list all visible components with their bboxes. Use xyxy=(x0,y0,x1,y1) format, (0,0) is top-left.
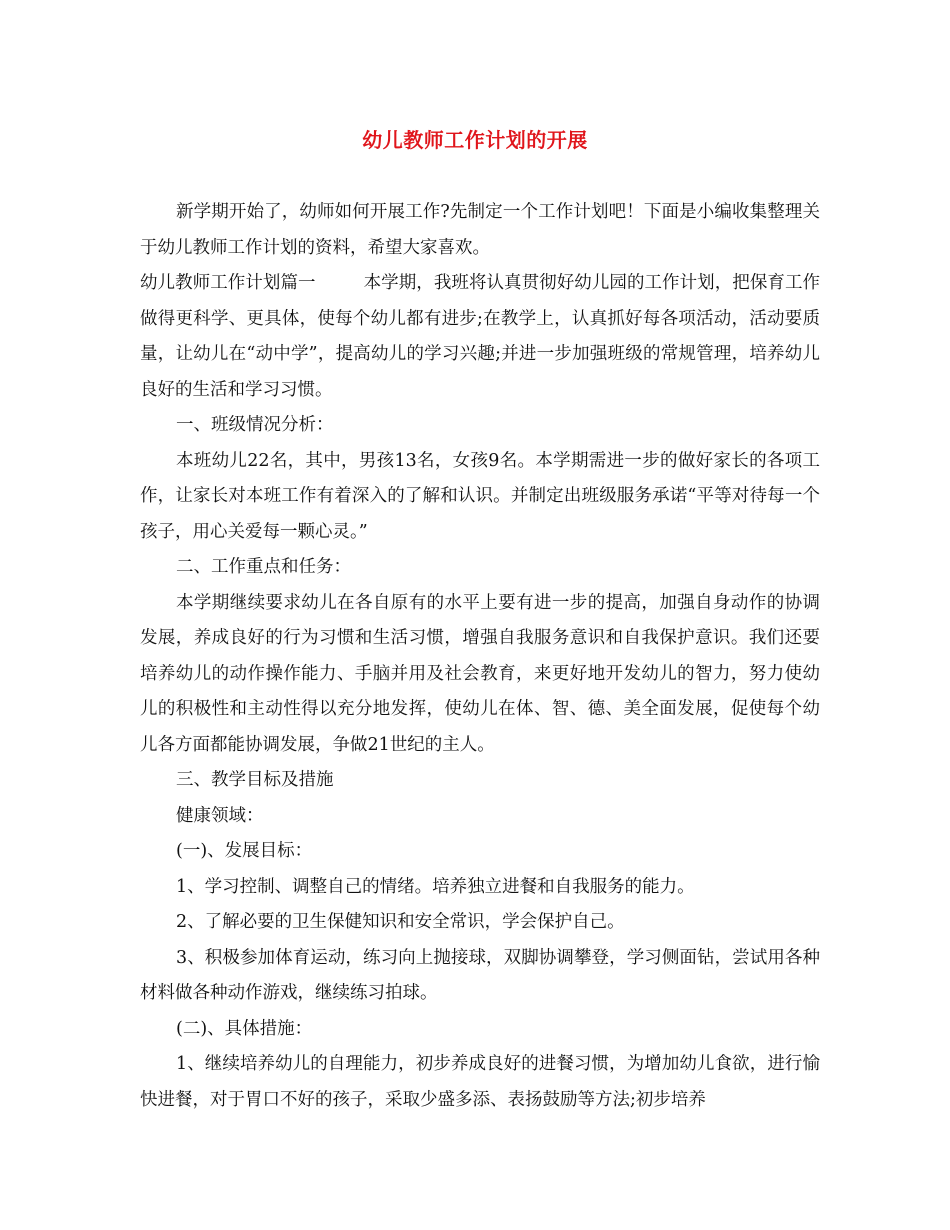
intro-paragraph: 新学期开始了，幼师如何开展工作?先制定一个工作计划吧！下面是小编收集整理关于幼儿教师工作计划的资料，希望大家喜欢。 xyxy=(140,202,820,258)
plan-paragraph xyxy=(140,266,820,408)
goal-item-1: 1、学习控制、调整自己的情绪。培养独立进餐和自我服务的能力。 xyxy=(176,876,695,897)
goal-item-3: 3、积极参加体育运动，练习向上抛接球，双脚协调攀登，学习侧面钻，尝试用各种材料做各种动作游戏，继续练习拍球。 xyxy=(140,947,820,1003)
goals-heading: (一)、发展目标： xyxy=(176,841,313,861)
section-heading-1: 一、班级情况分析： xyxy=(176,415,334,435)
class-info-paragraph: 本班幼儿22名，其中，男孩13名，女孩9名。本学期需进一步的做好家长的各项工作，让家长对本班工作有着深入的了解和认识。并制定出班级服务承诺“平等对待每一个孩子，用心关爱每一颗心灵。” xyxy=(140,450,820,542)
section-heading-3: 三、教学目标及措施 xyxy=(176,770,334,790)
measures-heading: (二)、具体措施： xyxy=(176,1018,313,1039)
plan-label: 幼儿教师工作计划篇一 xyxy=(140,273,316,293)
plan-text: 本学期，我班将认真贯彻好幼儿园的工作计划，把保育工作做得更科学、更具体，使每个幼儿都有进步;在教学上，认真抓好每各项活动，活动要质量，让幼儿在“动中学”，提高幼儿的学习兴趣;并进一步加强班级的常规管理，培养幼儿良好的生活和学习习惯。 xyxy=(140,273,821,400)
tasks-paragraph: 本学期继续要求幼儿在各自原有的水平上要有进一步的提高，加强自身动作的协调发展，养成良好的行为习惯和生活习惯，增强自我服务意识和自我保护意识。我们还要培养幼儿的动作操作能力、手脑并用及社会教育，来更好地开发幼儿的智力，努力使幼儿的积极性和主动性得以充分地发挥，使幼儿在体、智、德、美全面发展，促使每个幼儿各方面都能协调发展，争做21世纪的主人。 xyxy=(140,592,820,755)
document-title: 幼儿教师工作计划的开展 xyxy=(362,128,588,152)
document-body xyxy=(140,195,820,1118)
section-heading-2: 二、工作重点和任务： xyxy=(176,557,351,577)
goal-item-2: 2、了解必要的卫生保健知识和安全常识，学会保护自己。 xyxy=(176,912,625,932)
health-domain-label: 健康领域： xyxy=(176,805,264,826)
measure-item-1: 1、继续培养幼儿的自理能力，初步养成良好的进餐习惯，为增加幼儿食欲，进行愉快进餐，对于胃口不好的孩子，采取少盛多添、表扬鼓励等方法;初步培养 xyxy=(140,1054,820,1110)
